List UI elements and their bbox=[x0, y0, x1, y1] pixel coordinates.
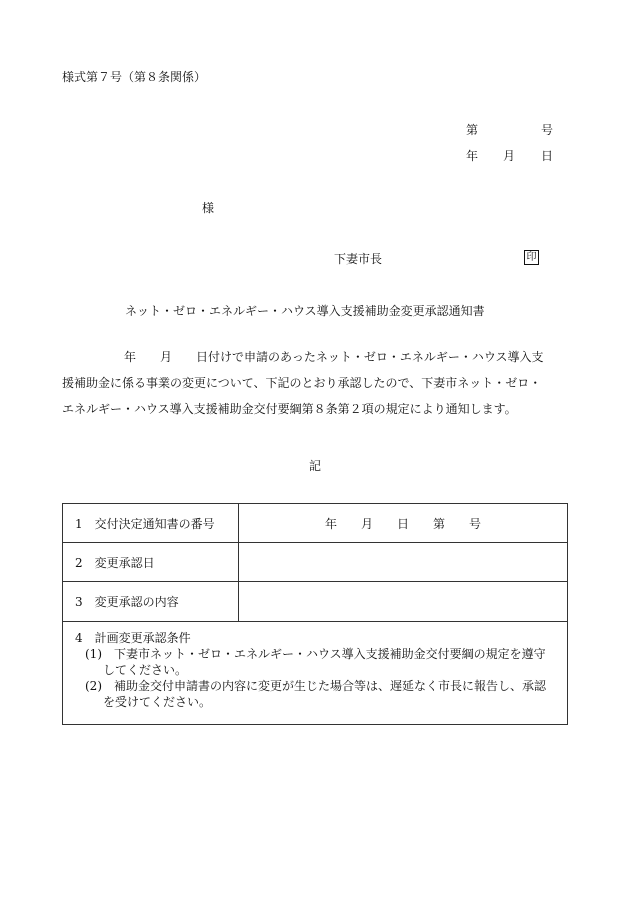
table-row bbox=[63, 504, 568, 543]
condition-2-line-2: を受けてください。 bbox=[103, 695, 212, 709]
row-value: 年 月 日 第 号 bbox=[239, 504, 568, 543]
issuer-title: 下妻市長 bbox=[334, 252, 383, 266]
row-value bbox=[239, 543, 568, 582]
body-text bbox=[62, 344, 570, 422]
body-line-1: 年 月 日付けで申請のあったネット・ゼロ・エネルギー・ハウス導入支 bbox=[124, 350, 544, 364]
form-label: 様式第７号（第８条関係） bbox=[62, 70, 207, 84]
conditions-heading: 4 計画変更承認条件 bbox=[75, 631, 191, 645]
seal-text: 印 bbox=[524, 250, 539, 265]
seal-mark bbox=[524, 249, 539, 265]
condition-2-line-1: (2) 補助金交付申請書の内容に変更が生じた場合等は、遅延なく市長に報告し、承認 bbox=[85, 679, 547, 693]
body-line-3: エネルギー・ハウス導入支援補助金交付要綱第８条第２項の規定により通知します。 bbox=[62, 402, 517, 416]
doc-date-month: 月 bbox=[503, 149, 516, 163]
condition-1-line-2: してください。 bbox=[103, 663, 188, 677]
conditions-row bbox=[63, 622, 568, 725]
conditions-cell bbox=[63, 622, 568, 725]
details-table bbox=[62, 503, 568, 725]
row-label: 2 変更承認日 bbox=[63, 543, 239, 582]
table-row bbox=[63, 543, 568, 582]
body-line-2: 援補助金に係る事業の変更について、下記のとおり承認したので、下妻市ネット・ゼロ・ bbox=[62, 376, 542, 390]
row-label: 1 交付決定通知書の番号 bbox=[63, 504, 239, 543]
table-row bbox=[63, 582, 568, 622]
doc-date-day: 日 bbox=[541, 149, 554, 163]
doc-number-suffix: 号 bbox=[541, 123, 554, 137]
row-label: 3 変更承認の内容 bbox=[63, 582, 239, 622]
doc-number-prefix: 第 bbox=[466, 123, 479, 137]
document-title: ネット・ゼロ・エネルギー・ハウス導入支援補助金変更承認通知書 bbox=[125, 304, 485, 318]
condition-1-line-1: (1) 下妻市ネット・ゼロ・エネルギー・ハウス導入支援補助金交付要綱の規定を遵守 bbox=[85, 647, 546, 661]
doc-date-year: 年 bbox=[466, 149, 479, 163]
addressee-suffix: 様 bbox=[202, 201, 215, 215]
ki-heading: 記 bbox=[309, 459, 322, 473]
row-value bbox=[239, 582, 568, 622]
